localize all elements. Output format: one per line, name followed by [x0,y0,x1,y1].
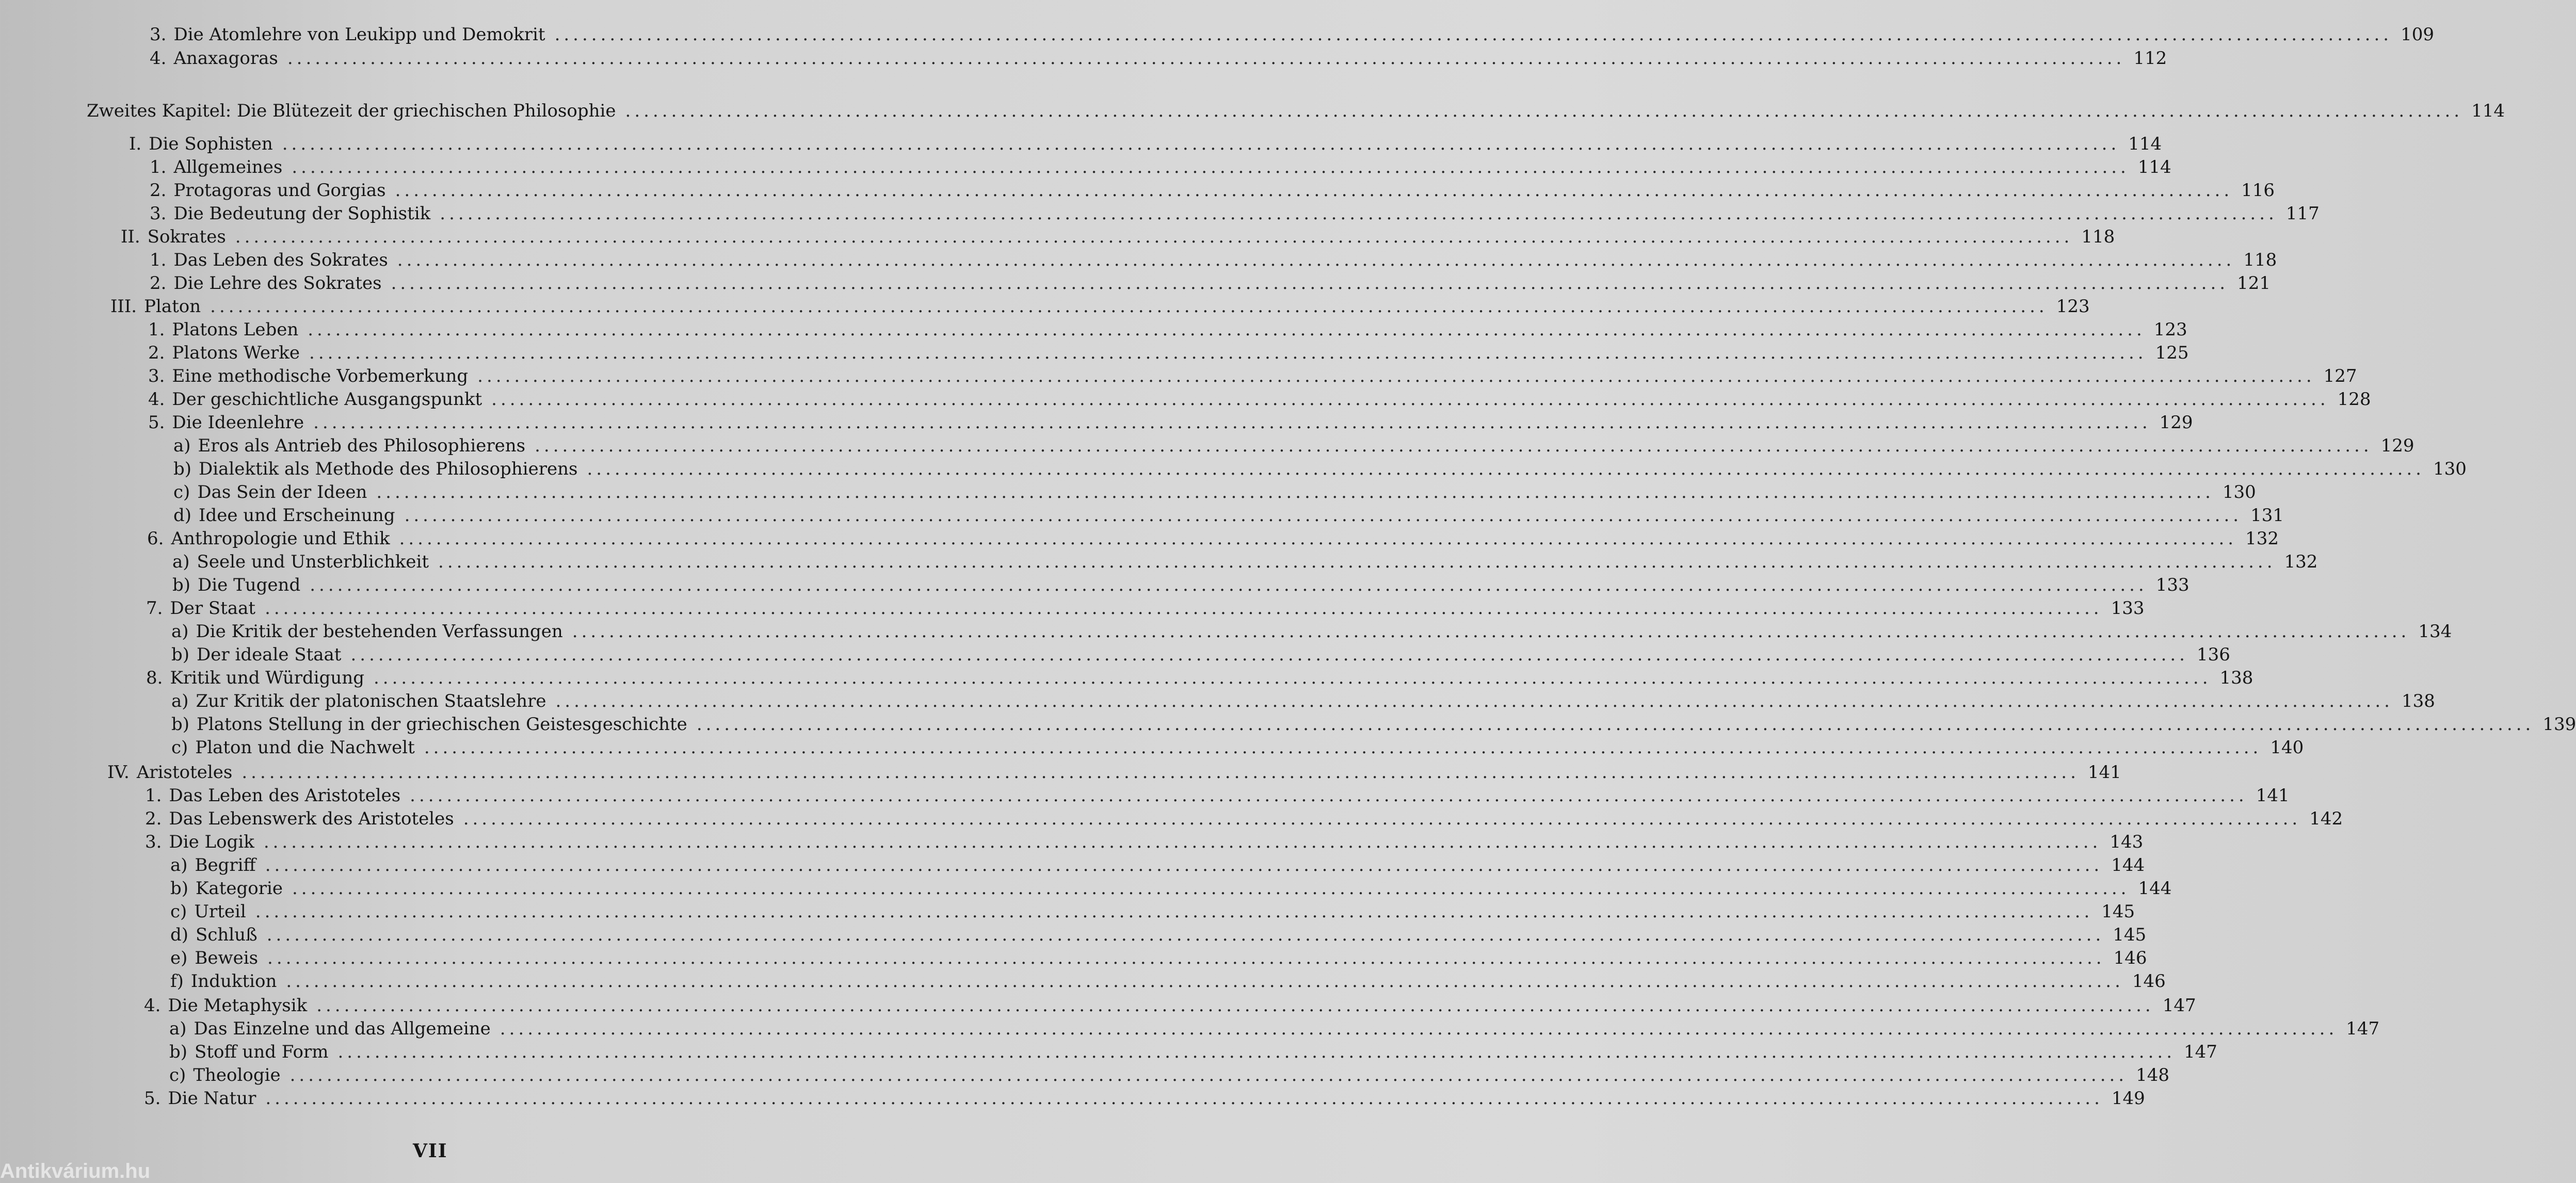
toc-entry-title: Die Logik [169,832,254,852]
toc-entry-page: 130 [2222,482,2256,503]
dot-leader: ........................................................................................................................................................................................................ [410,785,2248,806]
toc-entry-page: 123 [2153,319,2187,340]
toc-entry-title: Die Atomlehre von Leukipp und Demokrit [173,24,545,45]
toc-entry-title: Der Staat [170,598,256,619]
dot-leader: ........................................................................................................................................................................................................ [373,668,2212,688]
toc-entry-page: 121 [2237,273,2271,294]
toc-entry-page: 147 [2346,1018,2380,1039]
toc-entry-title: Die Kritik der bestehenden Verfassungen [196,621,563,642]
toc-entry [172,550,2318,574]
toc-entry-number: 2. [148,343,165,363]
toc-entry-number: 4. [150,48,167,69]
toc-entry [173,434,2414,458]
dot-leader: ........................................................................................................................................................................................................ [289,1065,2128,1085]
toc-entry [170,877,2172,900]
dot-leader: ........................................................................................................................................................................................................ [286,971,2124,992]
toc-entry [129,132,2162,156]
toc-entry-page: 141 [2087,762,2121,783]
toc-entry-title: Dialektik als Methode des Philosophierens [199,459,578,479]
toc-entry-title: Das Lebenswerk des Aristoteles [169,808,454,829]
dot-leader: ........................................................................................................................................................................................................ [350,644,2188,665]
toc-entry [170,900,2135,923]
dot-leader: ........................................................................................................................................................................................................ [491,389,2329,410]
toc-entry-title: Allgemeines [173,157,283,177]
toc-entry [150,271,2271,295]
toc-entry-page: 129 [2380,435,2414,456]
toc-entry [146,596,2145,620]
toc-entry-title: Zweites Kapitel: Die Blütezeit der griechischen Philosophie [87,101,616,121]
toc-entry [147,527,2279,550]
dot-leader: ........................................................................................................................................................................................................ [265,598,2103,619]
toc-entry-page: 114 [2471,101,2505,121]
toc-entry-title: Platons Leben [172,319,299,340]
toc-entry-number: c) [169,1065,186,1085]
toc-entry [172,573,2189,597]
dot-leader: ........................................................................................................................................................................................................ [438,552,2276,572]
toc-entry-title: Platon und die Nachwelt [195,737,415,758]
toc-entry-number: 2. [150,180,167,201]
toc-entry [121,225,2115,249]
toc-entry-number: III. [110,296,137,317]
toc-entry-number: b) [169,1042,188,1062]
toc-entry [150,155,2171,179]
dot-leader: ........................................................................................................................................................................................................ [395,180,2233,201]
dot-leader: ........................................................................................................................................................................................................ [308,319,2146,340]
toc-entry-number: 3. [150,203,167,224]
toc-entry-title: Platon [144,296,201,317]
toc-entry-number: a) [170,855,188,876]
toc-entry-page: 130 [2433,459,2467,479]
toc-entry [171,689,2435,713]
toc-entry [171,643,2230,667]
toc-entry-title: Kritik und Würdigung [170,668,364,688]
toc-entry-page: 141 [2256,785,2290,806]
dot-leader: ........................................................................................................................................................................................................ [440,203,2278,224]
toc-entry [148,364,2357,388]
toc-entry-page: 112 [2133,48,2167,69]
toc-entry-page: 144 [2138,878,2172,899]
toc-entry-number: 1. [150,157,167,177]
toc-entry-title: Idee und Erscheinung [199,505,395,526]
toc-entry-title: Induktion [190,971,277,992]
dot-leader: ........................................................................................................................................................................................................ [424,737,2262,758]
toc-entry [146,666,2253,690]
dot-leader: ........................................................................................................................................................................................................ [287,48,2126,69]
toc-chapter-heading [87,99,2505,123]
toc-entry [107,760,2121,784]
dot-leader: ........................................................................................................................................................................................................ [554,24,2393,45]
toc-entry-page: 138 [2401,691,2435,711]
dot-leader: ........................................................................................................................................................................................................ [313,412,2151,433]
dot-leader: ........................................................................................................................................................................................................ [292,157,2130,177]
dot-leader: ........................................................................................................................................................................................................ [242,762,2080,783]
toc-entry [110,295,2090,318]
dot-leader: ........................................................................................................................................................................................................ [310,575,2148,595]
toc-entry-number: f) [170,971,184,992]
toc-entry [150,23,2434,46]
toc-entry [145,830,2144,854]
dot-leader: ........................................................................................................................................................................................................ [463,808,2301,829]
toc-entry-number: 1. [150,250,167,270]
dot-leader: ........................................................................................................................................................................................................ [572,621,2410,642]
toc-entry-number: 6. [147,528,164,549]
toc-entry-page: 132 [2245,528,2279,549]
toc-entry-number: b) [172,575,191,595]
toc-entry-title: Protagoras und Gorgias [173,180,386,201]
toc-entry [169,1063,2170,1087]
toc-entry [148,387,2371,411]
toc-entry [173,457,2467,481]
dot-leader: ........................................................................................................................................................................................................ [555,691,2393,711]
toc-entry [150,202,2320,225]
toc-entry-title: Das Einzelne und das Allgemeine [194,1018,491,1039]
toc-entry-title: Anthropologie und Ethik [171,528,390,549]
toc-entry-page: 133 [2111,598,2145,619]
toc-entry-number: 5. [144,1088,161,1109]
toc-entry-number: a) [169,1018,187,1039]
toc-entry-number: b) [173,459,192,479]
dot-leader: ........................................................................................................................................................................................................ [397,250,2235,270]
dot-leader: ........................................................................................................................................................................................................ [235,226,2073,247]
toc-entry [173,480,2256,504]
dot-leader: ........................................................................................................................................................................................................ [282,134,2120,154]
toc-entry-number: 4. [144,995,161,1016]
toc-entry-title: Beweis [195,948,259,968]
toc-entry-page: 117 [2285,203,2320,224]
dot-leader: ........................................................................................................................................................................................................ [265,1088,2103,1109]
toc-entry-title: Das Leben des Sokrates [173,250,388,270]
toc-entry-number: 2. [145,808,162,829]
toc-entry-number: c) [173,482,190,503]
toc-entry [150,248,2277,272]
toc-entry-page: 114 [2137,157,2171,177]
toc-entry-title: Das Leben des Aristoteles [169,785,401,806]
toc-entry-title: Die Lehre des Sokrates [173,273,382,294]
toc-entry [173,504,2284,527]
toc-entry-page: 136 [2197,644,2230,665]
toc-entry-number: IV. [107,762,130,783]
toc-entry-number: a) [171,691,189,711]
toc-entry-page: 118 [2081,226,2115,247]
dot-leader: ........................................................................................................................................................................................................ [210,296,2048,317]
toc-entry-page: 144 [2111,855,2145,876]
toc-entry [171,736,2304,759]
toc-entry-page: 134 [2418,621,2452,642]
toc-entry-page: 142 [2309,808,2343,829]
dot-leader: ........................................................................................................................................................................................................ [587,459,2425,479]
toc-entry-page: 132 [2284,552,2318,572]
toc-entry [171,620,2452,643]
toc-entry-number: 1. [148,319,165,340]
toc-entry-title: Aristoteles [136,762,233,783]
toc-entry-number: 8. [146,668,163,688]
toc-entry [144,1087,2145,1110]
dot-leader: ........................................................................................................................................................................................................ [337,1042,2176,1062]
toc-entry [150,179,2275,202]
toc-entry-title: Platons Werke [172,343,300,363]
toc-entry [145,784,2290,807]
toc-entry-page: 143 [2110,832,2144,852]
toc-entry [150,46,2167,70]
toc-entry-number: 4. [148,389,165,410]
toc-entry-title: Der geschichtliche Ausgangspunkt [172,389,482,410]
toc-entry-title: Seele und Unsterblichkeit [197,552,429,572]
toc-entry-number: b) [171,644,190,665]
toc-entry-page: 129 [2159,412,2193,433]
toc-entry-page: 146 [2132,971,2166,992]
page-number: VII [413,1140,448,1162]
toc-entry-number: e) [170,948,188,968]
toc-entry [145,807,2343,831]
watermark: Antikvárium.hu [0,1160,151,1182]
dot-leader: ........................................................................................................................................................................................................ [376,482,2214,503]
dot-leader: ........................................................................................................................................................................................................ [316,995,2154,1016]
toc-entry [148,341,2189,365]
toc-entry-page: 123 [2056,296,2090,317]
toc-entry-page: 146 [2113,948,2147,968]
toc-entry [170,923,2147,947]
toc-entry-title: Platons Stellung in der griechischen Geistesgeschichte [197,714,687,735]
toc-entry-title: Stoff und Form [195,1042,329,1062]
toc-entry-title: Die Tugend [198,575,301,595]
dot-leader: ........................................................................................................................................................................................................ [255,901,2094,922]
toc-entry-number: a) [173,435,191,456]
dot-leader: ........................................................................................................................................................................................................ [696,714,2535,735]
toc-entry-title: Anaxagoras [173,48,278,69]
dot-leader: ........................................................................................................................................................................................................ [399,528,2237,549]
toc-entry-page: 138 [2219,668,2253,688]
toc-entry-page: 128 [2337,389,2371,410]
toc-entry-page: 140 [2270,737,2304,758]
toc-entry-number: 3. [148,366,165,386]
toc-entry-title: Die Metaphysik [168,995,308,1016]
dot-leader: ........................................................................................................................................................................................................ [267,948,2105,968]
dot-leader: ........................................................................................................................................................................................................ [500,1018,2338,1039]
toc-entry-title: Begriff [195,855,256,876]
toc-entry-number: 3. [150,24,167,45]
toc-entry-number: 1. [145,785,162,806]
dot-leader: ........................................................................................................................................................................................................ [404,505,2243,526]
dot-leader: ........................................................................................................................................................................................................ [309,343,2147,363]
toc-entry-number: II. [121,226,140,247]
toc-entry-title: Die Sophisten [149,134,273,154]
toc-entry [148,411,2193,434]
toc-entry [169,1040,2217,1064]
toc-entry-page: 125 [2155,343,2189,363]
toc-entry-page: 149 [2111,1088,2145,1109]
toc-entry-number: c) [170,901,187,922]
toc-entry [144,994,2196,1017]
toc-entry [170,853,2145,877]
toc-entry [169,1017,2380,1041]
toc-entry-number: d) [173,505,192,526]
toc-entry-title: Die Ideenlehre [172,412,304,433]
toc-entry-number: b) [170,878,189,899]
toc-entry [171,712,2576,736]
toc-entry-page: 118 [2243,250,2277,270]
toc-entry-number: b) [171,714,190,735]
dot-leader: ........................................................................................................................................................................................................ [263,832,2102,852]
toc-entry-page: 145 [2113,925,2147,945]
toc-entry-number: c) [171,737,188,758]
toc-entry-title: Urteil [194,901,246,922]
toc-entry-page: 127 [2323,366,2357,386]
dot-leader: ........................................................................................................................................................................................................ [265,855,2103,876]
toc-entry-number: a) [171,621,189,642]
toc-entry [148,318,2187,342]
toc-entry-number: d) [170,925,189,945]
dot-leader: ........................................................................................................................................................................................................ [477,366,2315,386]
toc-entry-number: 7. [146,598,163,619]
toc-entry-title: Die Natur [168,1088,256,1109]
toc-entry-page: 148 [2136,1065,2170,1085]
dot-leader: ........................................................................................................................................................................................................ [266,925,2105,945]
dot-leader: ........................................................................................................................................................................................................ [625,101,2464,121]
toc-entry-page: 116 [2241,180,2275,201]
toc-entry-title: Eine methodische Vorbemerkung [172,366,469,386]
toc-entry-page: 139 [2542,714,2576,735]
toc-entry-title: Die Bedeutung der Sophistik [173,203,431,224]
toc-entry-title: Das Sein der Ideen [197,482,367,503]
toc-entry-page: 114 [2128,134,2162,154]
toc-entry-title: Theologie [193,1065,281,1085]
toc-entry-number: 5. [148,412,165,433]
dot-leader: ........................................................................................................................................................................................................ [535,435,2373,456]
toc-entry-number: 2. [150,273,167,294]
dot-leader: ........................................................................................................................................................................................................ [391,273,2229,294]
toc-entry-number: 3. [145,832,162,852]
toc-entry-title: Zur Kritik der platonischen Staatslehre [196,691,546,711]
toc-entry-title: Eros als Antrieb des Philosophierens [198,435,526,456]
dot-leader: ........................................................................................................................................................................................................ [292,878,2130,899]
toc-entry-page: 133 [2155,575,2189,595]
toc-entry-page: 131 [2250,505,2284,526]
toc-entry-page: 109 [2401,24,2434,45]
toc-entry-page: 147 [2184,1042,2217,1062]
toc-entry-page: 145 [2101,901,2135,922]
toc-entry-title: Schluß [196,925,257,945]
toc-entry-title: Kategorie [196,878,283,899]
toc-entry [170,946,2147,970]
toc-entry-title: Der ideale Staat [197,644,342,665]
toc-entry [170,969,2166,993]
toc-entry-title: Sokrates [147,226,226,247]
toc-entry-number: a) [172,552,190,572]
toc-entry-number: I. [129,134,142,154]
toc-entry-page: 147 [2162,995,2196,1016]
